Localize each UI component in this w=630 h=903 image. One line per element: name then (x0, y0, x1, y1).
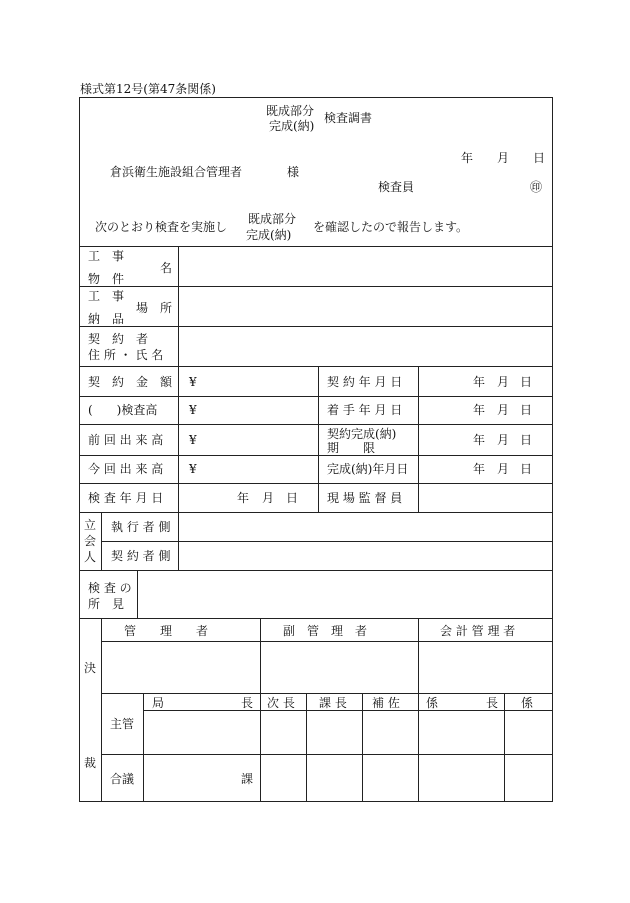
label-keiyakusha: 契 約 者 (88, 332, 149, 346)
divider (143, 693, 144, 801)
label-consultation: 合議 (110, 772, 135, 786)
header-section-chief: 課 長 (319, 696, 347, 710)
header-assistant: 補 佐 (372, 696, 400, 710)
label-witness-1: 立 (84, 518, 97, 532)
seal-icon: ㊞ (530, 180, 543, 194)
date-month-label: 月 (497, 462, 510, 476)
title-option-partial: 既成部分 (266, 104, 315, 118)
date-month-label: 月 (497, 375, 510, 389)
label-contractor-side: 契 約 者 側 (111, 549, 171, 563)
label-nohin: 納 品 (88, 312, 125, 326)
date-day-label: 日 (520, 462, 533, 476)
divider (260, 618, 261, 801)
label-deadline: 期 限 (327, 441, 376, 455)
divider (362, 693, 363, 801)
divider (80, 570, 552, 571)
header-bureau-chief: 長 (241, 696, 254, 710)
divider (101, 754, 552, 755)
header-deputy-chief: 次 長 (267, 696, 295, 710)
divider (101, 693, 552, 694)
date-month-label: 月 (497, 403, 510, 417)
divider (80, 424, 552, 425)
divider (101, 512, 102, 570)
label-bukken: 物 件 (88, 272, 125, 286)
label-site-supervisor: 現 場 監 督 員 (327, 491, 403, 505)
inspector-label: 検査員 (378, 180, 415, 194)
date-month-label: 月 (497, 151, 510, 165)
statement-option-partial: 既成部分 (248, 212, 297, 226)
date-year-label: 年 (237, 491, 250, 505)
divider (80, 512, 552, 513)
label-contract-amount: 契 約 金 額 (88, 375, 173, 389)
label-previous-output: 前 回 出 来 高 (88, 433, 164, 447)
title-option-complete: 完成(納) (269, 119, 315, 133)
date-day-label: 日 (520, 403, 533, 417)
label-inspection-amount: ( )検査高 (88, 403, 158, 417)
divider (80, 286, 552, 287)
divider (418, 366, 419, 512)
divider (80, 396, 552, 397)
label-executor-side: 執 行 者 側 (111, 520, 171, 534)
yen-sign: ¥ (189, 462, 197, 476)
divider (80, 246, 552, 247)
yen-sign: ¥ (189, 433, 197, 447)
date-day-label: 日 (520, 375, 533, 389)
label-jusho-shimei: 住 所 ・ 氏 名 (88, 348, 164, 362)
title-suffix: 検査調書 (324, 111, 373, 125)
statement-suffix: を確認したので報告します。 (313, 220, 469, 234)
divider (101, 541, 552, 542)
label-approval-sai: 裁 (84, 756, 97, 770)
divider (80, 618, 552, 619)
divider (80, 455, 552, 456)
label-witness-3: 人 (84, 550, 97, 564)
label-lead-department: 主管 (110, 717, 135, 731)
date-month-label: 月 (497, 433, 510, 447)
divider (306, 693, 307, 801)
divider (178, 512, 179, 570)
label-basho: 場 所 (136, 301, 173, 315)
divider (418, 618, 419, 801)
yen-sign: ¥ (189, 375, 197, 389)
label-inspection-date: 検 査 年 月 日 (88, 491, 164, 505)
label-mei: 名 (160, 261, 173, 275)
label-section: 課 (241, 772, 254, 786)
label-current-output: 今 回 出 来 高 (88, 462, 164, 476)
date-year-label: 年 (473, 433, 486, 447)
label-start-date: 着 手 年 月 日 (327, 403, 403, 417)
date-day-label: 日 (533, 151, 546, 165)
label-approval-ketsu: 決 (84, 661, 97, 675)
header-subsection: 係 (426, 696, 439, 710)
date-month-label: 月 (262, 491, 275, 505)
header-deputy-manager: 副 管 理 者 (283, 624, 368, 638)
label-koji: 工 事 (88, 249, 125, 263)
date-year-label: 年 (473, 462, 486, 476)
statement-option-complete: 完成(納) (246, 228, 292, 242)
header-subsection-chief: 長 (486, 696, 499, 710)
addressee-honorific: 様 (287, 165, 300, 179)
divider (143, 710, 552, 711)
statement-prefix: 次のとおり検査を実施し (95, 220, 228, 234)
divider (101, 618, 102, 801)
header-accounting-manager: 会 計 管 理 者 (440, 624, 516, 638)
addressee-name: 倉浜衛生施設組合管理者 (110, 165, 243, 179)
header-staff: 係 (521, 696, 534, 710)
label-findings-2: 所 見 (88, 597, 125, 611)
divider (318, 366, 319, 512)
label-findings-1: 検 査 の (88, 581, 132, 595)
inspection-report-form (79, 97, 553, 802)
divider (178, 246, 179, 512)
label-witness-2: 会 (84, 534, 97, 548)
form-number: 様式第12号(第47条関係) (80, 82, 216, 96)
yen-sign: ¥ (189, 403, 197, 417)
date-year-label: 年 (461, 151, 474, 165)
date-day-label: 日 (286, 491, 299, 505)
divider (80, 483, 552, 484)
divider (80, 366, 552, 367)
header-bureau: 局 (152, 696, 165, 710)
date-year-label: 年 (473, 375, 486, 389)
header-manager: 管 理 者 (124, 624, 209, 638)
label-koji-basho: 工 事 (88, 289, 125, 303)
label-completion-deadline: 契約完成(納) (327, 427, 397, 441)
divider (504, 693, 505, 801)
divider (101, 641, 552, 642)
date-year-label: 年 (473, 403, 486, 417)
label-completion-date: 完成(納)年月日 (327, 462, 409, 476)
divider (137, 570, 138, 618)
date-day-label: 日 (520, 433, 533, 447)
divider (80, 326, 552, 327)
label-contract-date: 契 約 年 月 日 (327, 375, 403, 389)
